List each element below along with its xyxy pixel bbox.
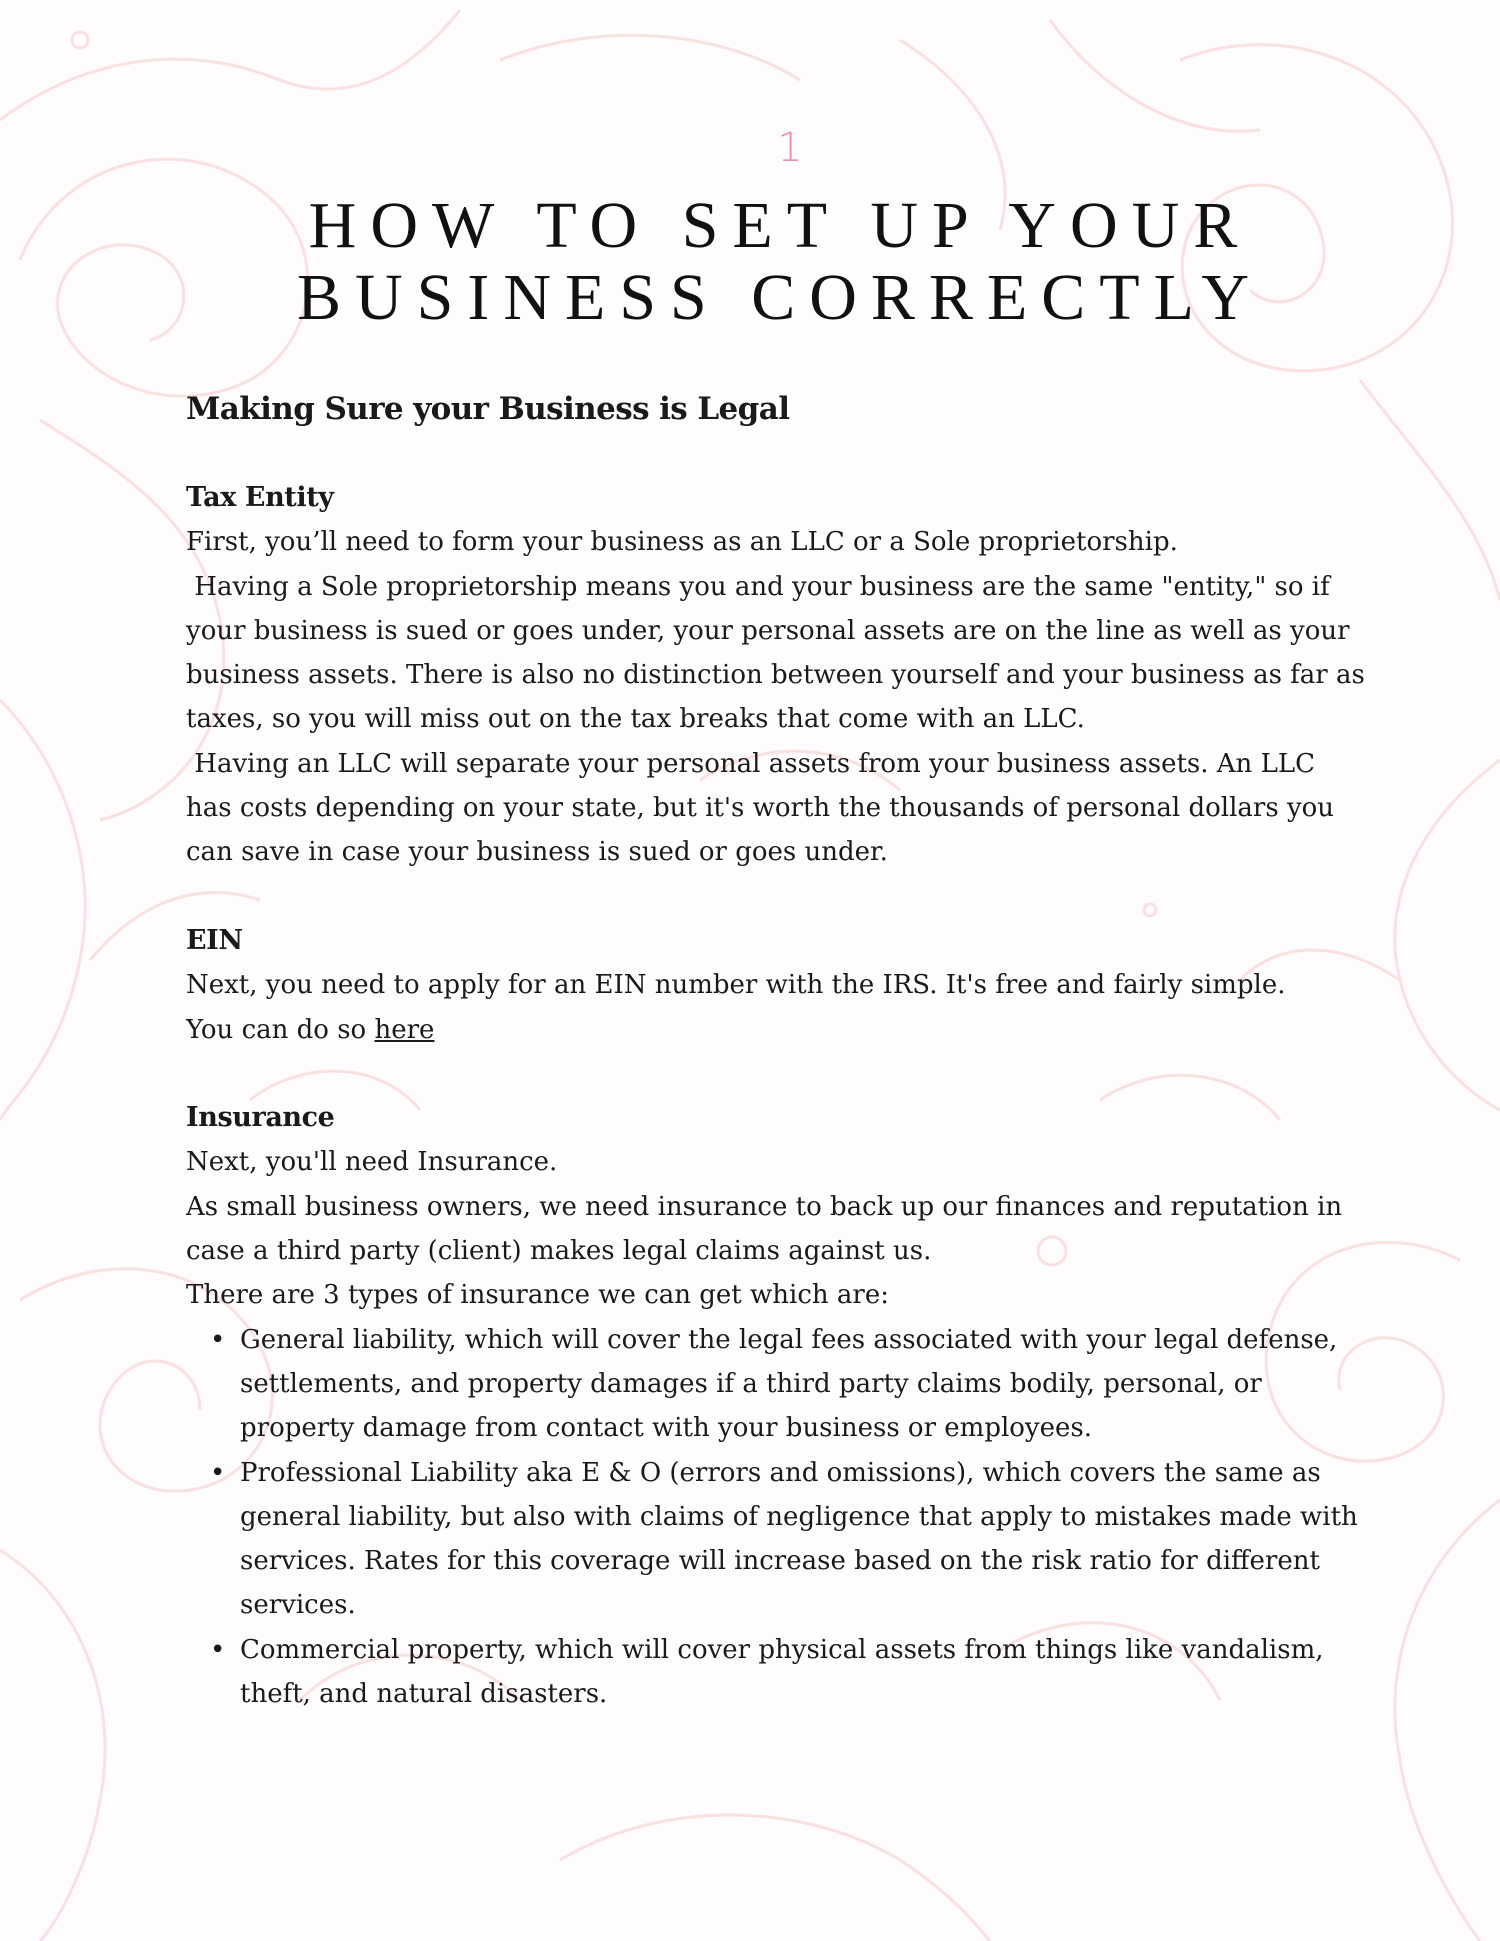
- tax-entity-heading: Tax Entity: [186, 482, 334, 513]
- ein-section: [186, 919, 1366, 1052]
- list-item-text: General liability, which will cover the legal fees associated with your legal defense, settlements, and property damages if a third party claims bodily, personal, or property damage from contact with your business or employees.: [240, 1324, 1338, 1444]
- bullet-icon: •: [210, 1457, 226, 1488]
- tax-entity-paragraph-1: First, you’ll need to form your business as an LLC or a Sole proprietorship.: [186, 527, 1178, 558]
- document-body: [186, 386, 1374, 1716]
- ein-paragraph-2: [186, 1008, 1366, 1052]
- insurance-types-list: [186, 1318, 1366, 1717]
- page-title: HOW TO SET UP YOUR BUSINESS CORRECTLY: [296, 189, 1263, 334]
- bullet-icon: •: [210, 1634, 226, 1665]
- insurance-paragraph-2: As small business owners, we need insurance to back up our finances and reputation in case a third party (client) makes legal claims against us.: [186, 1191, 1343, 1267]
- insurance-heading: Insurance: [186, 1102, 335, 1134]
- ein-heading: EIN: [186, 924, 243, 956]
- ein-here-link[interactable]: here: [374, 1014, 435, 1045]
- bullet-icon: •: [210, 1324, 226, 1355]
- tax-entity-paragraph-2: Having a Sole proprietorship means you and your business are the same "entity," so if your business is sued or goes under, your personal assets are on the line as well as your business assets. There is also no distinction between yourself and your business as far as taxes, so you will miss out on the tax breaks that come with an LLC.: [186, 571, 1374, 735]
- insurance-paragraph-1: Next, you'll need Insurance.: [186, 1147, 558, 1178]
- list-item-text: Commercial property, which will cover physical assets from things like vandalism, theft, and natural disasters.: [240, 1634, 1324, 1710]
- insurance-section: [186, 1096, 1366, 1716]
- page-number: 1: [777, 125, 803, 171]
- insurance-paragraph-3: There are 3 types of insurance we can get which are:: [186, 1280, 889, 1311]
- tax-entity-section: [186, 476, 1374, 875]
- list-item: [210, 1318, 1366, 1451]
- list-item-text: Professional Liability aka E & O (errors and omissions), which covers the same as general liability, but also with claims of negligence that apply to mistakes made with services. Rates for this coverage will increase based on the risk ratio for different services.: [240, 1457, 1358, 1621]
- list-item: [210, 1628, 1366, 1717]
- section-heading-legal: Making Sure your Business is Legal: [186, 391, 790, 427]
- tax-entity-paragraph-3: Having an LLC will separate your personal assets from your business assets. An LLC has costs depending on your state, but it's worth the thousands of personal dollars you can save in case your business is sued or goes under.: [186, 748, 1343, 868]
- list-item: [210, 1451, 1366, 1628]
- ein-paragraph-1: Next, you need to apply for an EIN number with the IRS. It's free and fairly simple.: [186, 970, 1286, 1001]
- ein-link-prefix: You can do so: [186, 1014, 375, 1045]
